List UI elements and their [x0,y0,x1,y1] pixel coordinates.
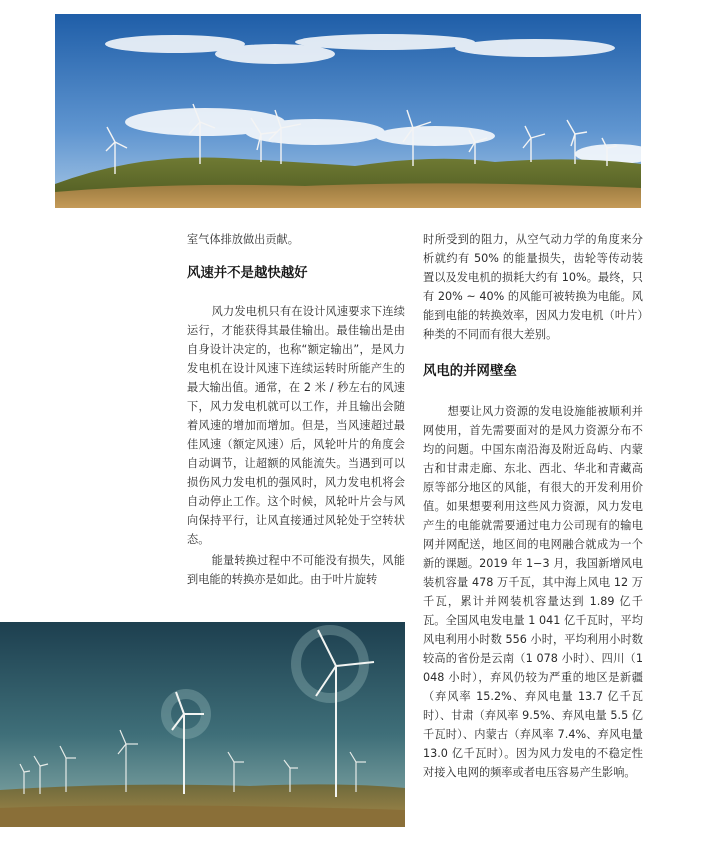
wind-farm-photo-top [55,14,641,208]
paragraph-conversion-efficiency: 时所受到的阻力，从空气动力学的角度来分析就约有 50% 的能量损失，齿轮等传动装置以及发电机的损耗大约有 10%。最终，只有 20% ~ 40% 的风能可被转换为电能。风能到电能的转换效率，因风力发电机（叶片）种类的不同而有很大差别。 [423,233,643,341]
continued-paragraph: 室气体排放做出贡献。 [187,233,299,246]
section-heading-grid-barrier: 风电的并网壁垒 [423,364,517,379]
left-text-column [187,230,405,589]
section-heading-wind-speed: 风速并不是越快越好 [187,266,308,281]
paragraph-grid-integration: 想要让风力资源的发电设施能被顺利并网使用，首先需要面对的是风力资源分布不均的问题。中国东南沿海及附近岛屿、内蒙古和甘肃走廊、东北、西北、华北和青藏高原等部分地区的风能，有很大的开发利用价值。如果想要利用这些风力资源，风力发电产生的电能就需要通过电力公司现有的输电网并网配送，地区间的电网融合就成为一个新的课题。2019 年 1−3 月，我国新增风电装机容量 478 万千瓦，其中海上风电 12 万千瓦，累计并网装机容量达到 1.89 亿千瓦。全国风电发电量 1 041 亿千瓦时，平均风电利用小时数 556 小时，平均利用小时数较高的省份是云南（1 078 小时）、四川（1 048 小时），弃风仍较为严重的地区是新疆（弃风率 15.2%、弃风电量 13.7 亿千瓦时）、甘肃（弃风率 9.5%、弃风电量 5.5 亿千瓦时）、内蒙古（弃风率 7.4%、弃风电量 13.0 亿千瓦时）。因为风力发电的不稳定性对接入电网的频率或者电压容易产生影响。 [423,405,643,779]
paragraph-energy-loss: 能量转换过程中不可能没有损失，风能到电能的转换亦是如此。由于叶片旋转 [187,554,405,586]
wind-turbines-at-dusk-icon [0,622,405,827]
wind-farm-photo-bottom [0,622,405,827]
right-text-column [423,230,643,782]
paragraph-rated-output: 风力发电机只有在设计风速要求下连续运行，才能获得其最佳输出。最佳输出是由自身设计决定的，也称“额定输出”，是风力发电机在设计风速下连续运转时所能产生的最大输出值。通常，在 2 米 / 秒左右的风速下，风力发电机就可以工作，并且输出会随着风速的增加而增加。但是，当风速超过最佳风速（额定风速）后，风轮叶片的角度会自动调节，让超额的风能流失。当遇到可以损伤风力发电机的强风时，风力发电机将会自动停止工作。这个时候，风轮叶片会与风向保持平行，让风直接通过风轮处于空转状态。 [187,305,405,546]
wind-farm-on-grassland-hills-icon [55,14,641,208]
